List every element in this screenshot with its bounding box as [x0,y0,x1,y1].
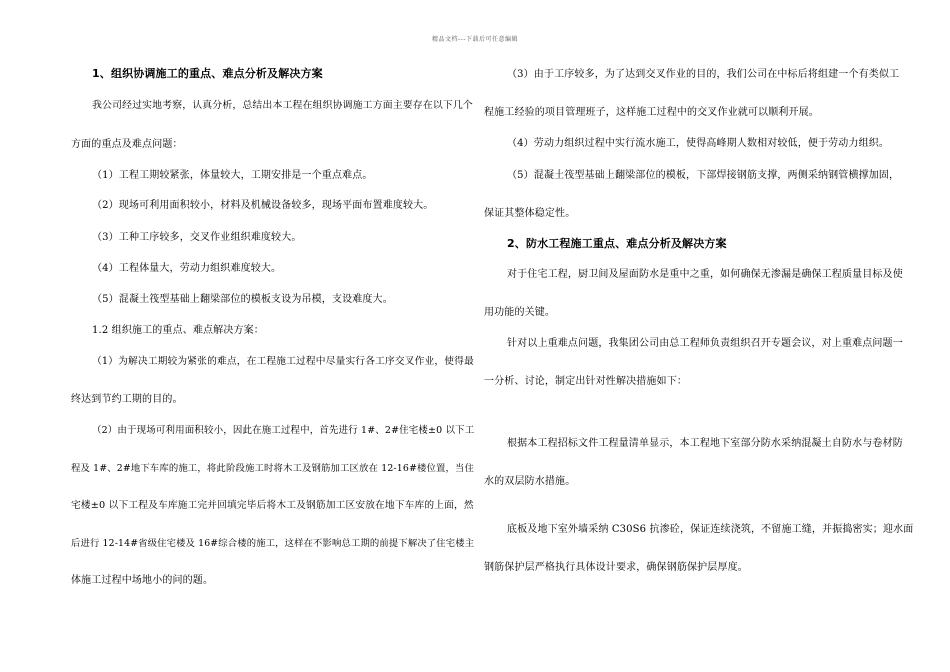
paragraph-line: 针对以上重难点问题，我集团公司由总工程师负责组织召开专题会议，对上重难点问题一 [507,338,903,349]
paragraph-line: 钢筋保护层严格执行具体设计要求，确保钢筋保护层厚度。 [484,562,748,573]
paragraph-line: 程施工经验的项目管理班子，这样施工过程中的交叉作业就可以顺利开展。 [484,107,819,118]
list-item: （5）混凝土筏型基础上翻梁部位的模板支设为吊模，支设难度大。 [92,294,393,305]
list-item: （1）工程工期较紧张，体量较大，工期安排是一个重点难点。 [92,170,373,181]
list-item: （4）工程体量大，劳动力组织难度较大。 [92,263,282,274]
paragraph-line: 用功能的关键。 [484,307,556,318]
paragraph-line: （4）劳动力组织过程中实行流水施工，使得高峰期人数相对较低，便于劳动力组织。 [507,138,890,149]
paragraph-line: （5）混凝土筏型基础上翻梁部位的模板，下部焊接钢筋支撑，两侧采纳钢管横撑加固， [507,170,900,181]
paragraph-line: 宅楼±0 以下工程及车库施工完并回填完毕后将木工及钢筋加工区安放在地下车库的上面，然 [71,500,474,511]
paragraph-line: 终达到节约工期的目的。 [71,394,183,405]
paragraph-line: （2）由于现场可利用面积较小，因此在施工过程中，首先进行 1#、2#住宅楼±0 以下工 [92,425,475,436]
paragraph-line: 后进行 12-14#省级住宅楼及 16#综合楼的施工，这样在不影响总工期的前提下解决了住宅楼主 [71,538,475,549]
paragraph-line: 体施工过程中场地小的问的题。 [71,575,214,586]
list-item: （2）现场可利用面积较小，材料及机械设备较多，现场平面布置难度较大。 [92,200,434,211]
paragraph-line: 方面的重点及难点问题： [71,139,183,150]
paragraph-line: 根据本工程招标文件工程量清单显示，本工程地下室部分防水采纳混凝土自防水与卷材防 [507,438,903,449]
paragraph-line: 水的双层防水措施。 [484,476,576,487]
section-heading-1: 1、组织协调施工的重点、难点分析及解决方案 [92,67,323,80]
section-heading-2: 2、防水工程施工重点、难点分析及解决方案 [507,237,727,250]
subheading: 1.2 组织施工的重点、难点解决方案： [92,325,264,336]
paragraph-line: 程及 1#、2#地下车库的施工，将此阶段施工时将木工及钢筋加工区放在 12-16#楼位置，当住 [71,463,474,474]
paragraph-line: 对于住宅工程，厨卫间及屋面防水是重中之重，如何确保无渗漏是确保工程质量目标及使 [507,269,903,280]
paragraph-line: （1）为解决工期较为紧张的难点，在工程施工过程中尽量实行各工序交叉作业，使得最 [92,356,474,367]
paragraph-line: 我公司经过实地考察，认真分析，总结出本工程在组织协调施工方面主要存在以下几个 [92,100,473,111]
paragraph-line: 底板及地下室外墙采纳 C30S6 抗渗砼，保证连续浇筑，不留施工缝，并振捣密实；迎水面 [507,524,914,535]
paragraph-line: （3）由于工序较多，为了达到交叉作业的目的，我们公司在中标后将组建一个有类似工 [507,69,900,80]
paragraph-line: 保证其整体稳定性。 [484,208,576,219]
list-item: （3）工种工序较多，交叉作业组织难度较大。 [92,232,302,243]
paragraph-line: 一分析、讨论，制定出针对性解决措施如下： [484,376,687,387]
page-header: 精品文档---下载后可任意编辑 [432,36,518,43]
